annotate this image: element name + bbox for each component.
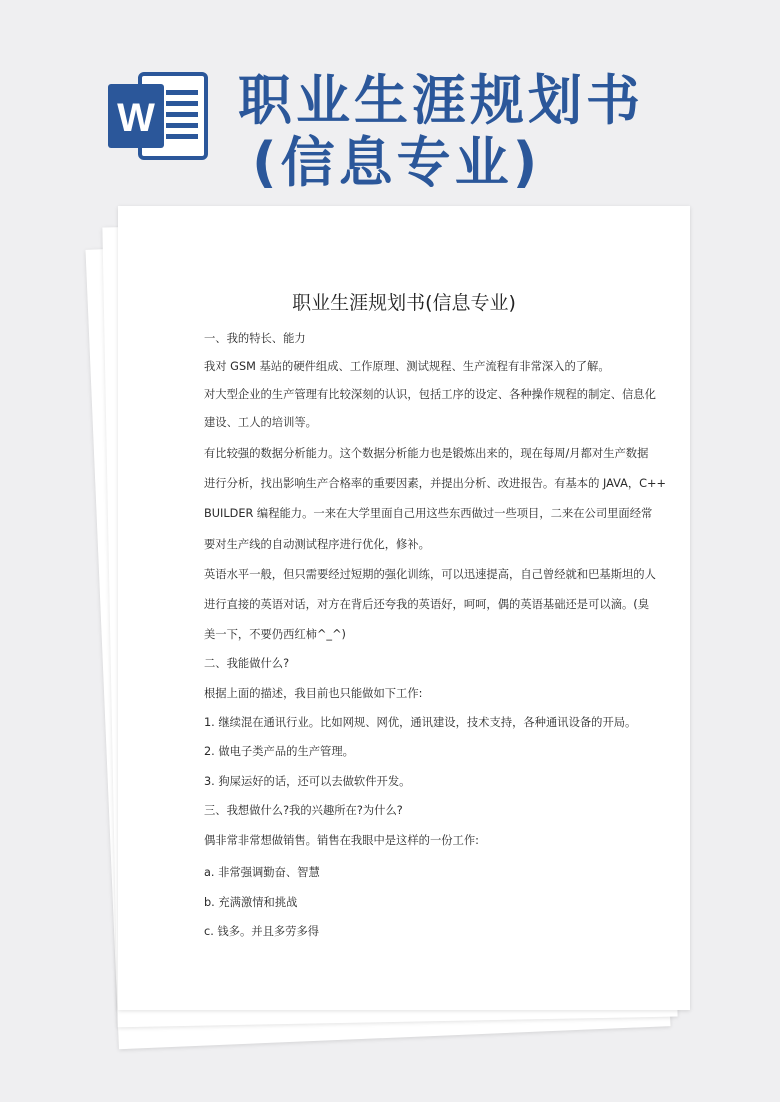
list-item: c. 钱多。并且多劳多得 <box>204 925 320 938</box>
document-page <box>118 206 690 1010</box>
body-line: 要对生产线的自动测试程序进行优化，修补。 <box>204 538 430 551</box>
body-line: 建设、工人的培训等。 <box>204 416 317 429</box>
banner-title-line2: (信息专业) <box>252 131 542 194</box>
section-heading: 一、我的特长、能力 <box>204 332 306 345</box>
body-line: 英语水平一般，但只需要经过短期的强化训练，可以迅速提高，自己曾经就和巴基斯坦的人 <box>204 568 656 581</box>
list-item: a. 非常强调勤奋、智慧 <box>204 866 320 879</box>
body-line: 进行分析，找出影响生产合格率的重要因素，并提出分析、改进报告。有基本的 JAVA，C++ <box>204 477 666 490</box>
banner-title <box>238 70 658 194</box>
list-item: 3. 狗屎运好的话，还可以去做软件开发。 <box>204 775 411 788</box>
document-title: 职业生涯规划书(信息专业) <box>292 292 516 314</box>
body-line: 美一下，不要仍西红柿^_^) <box>204 628 346 641</box>
body-line: 有比较强的数据分析能力。这个数据分析能力也是锻炼出来的，现在每周/月都对生产数据 <box>204 447 649 460</box>
list-item: 2. 做电子类产品的生产管理。 <box>204 745 354 758</box>
word-logo-letter: W <box>117 96 155 140</box>
body-line: 我对 GSM 基站的硬件组成、工作原理、测试规程、生产流程有非常深入的了解。 <box>204 360 610 373</box>
body-line: 进行直接的英语对话，对方在背后还夸我的英语好，呵呵，偶的英语基础还是可以滴。(臭 <box>204 598 649 611</box>
body-line: 偶非常非常想做销售。销售在我眼中是这样的一份工作: <box>204 834 479 847</box>
section-heading: 二、我能做什么? <box>204 657 290 670</box>
list-item: b. 充满激情和挑战 <box>204 896 298 909</box>
body-line: BUILDER 编程能力。一来在大学里面自己用这些东西做过一些项目，二来在公司里面经常 <box>204 507 653 520</box>
banner-title-line1: 职业生涯规划书 <box>238 69 644 132</box>
word-document-icon <box>106 68 210 164</box>
body-line: 对大型企业的生产管理有比较深刻的认识，包括工序的设定、各种操作规程的制定、信息化 <box>204 388 656 401</box>
section-heading: 三、我想做什么?我的兴趣所在?为什么? <box>204 804 403 817</box>
body-line: 根据上面的描述，我目前也只能做如下工作: <box>204 687 423 700</box>
list-item: 1. 继续混在通讯行业。比如网规、网优，通讯建设，技术支持，各种通讯设备的开局。 <box>204 716 637 729</box>
